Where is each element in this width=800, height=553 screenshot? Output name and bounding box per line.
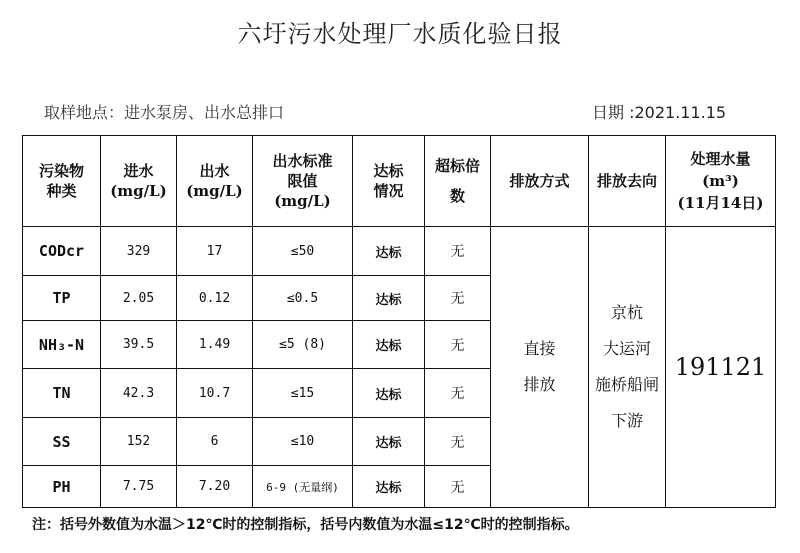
cell-exceed: 无 <box>425 369 491 418</box>
cell-limit: ≤0.5 <box>253 276 353 321</box>
cell-pollutant: NH₃-N <box>23 321 101 369</box>
cell-effluent: 10.7 <box>177 369 253 418</box>
report-title: 六圩污水处理厂水质化验日报 <box>237 20 563 48</box>
cell-pollutant: TP <box>23 276 101 321</box>
cell-limit: ≤50 <box>253 227 353 276</box>
header-influent: 进水 (mg/L) <box>101 136 177 227</box>
footnote: 注：括号外数值为水温＞12℃时的控制指标，括号内数值为水温≤12℃时的控制指标。 <box>32 517 579 533</box>
header-status: 达标 情况 <box>353 136 425 227</box>
cell-pollutant: PH <box>23 466 101 508</box>
treated-volume-cell: 191121 <box>666 227 776 508</box>
cell-exceed: 无 <box>425 418 491 466</box>
cell-status: 达标 <box>353 418 425 466</box>
header-limit: 出水标准 限值 (mg/L) <box>253 136 353 227</box>
cell-status: 达标 <box>353 466 425 508</box>
cell-status: 达标 <box>353 369 425 418</box>
header-discharge-destination: 排放去向 <box>589 136 666 227</box>
table-row <box>23 227 776 276</box>
cell-limit: ≤15 <box>253 369 353 418</box>
cell-influent: 7.75 <box>101 466 177 508</box>
report-date: 日期 :2021.11.15 <box>592 103 727 122</box>
cell-exceed: 无 <box>425 227 491 276</box>
header-pollutant: 污染物 种类 <box>23 136 101 227</box>
discharge-method-cell: 直接 排放 <box>491 227 589 508</box>
cell-influent: 329 <box>101 227 177 276</box>
cell-effluent: 17 <box>177 227 253 276</box>
cell-influent: 152 <box>101 418 177 466</box>
discharge-destination-cell: 京杭 大运河 施桥船闸 下游 <box>589 227 666 508</box>
cell-effluent: 1.49 <box>177 321 253 369</box>
cell-exceed: 无 <box>425 466 491 508</box>
cell-influent: 2.05 <box>101 276 177 321</box>
cell-status: 达标 <box>353 227 425 276</box>
cell-pollutant: TN <box>23 369 101 418</box>
cell-effluent: 0.12 <box>177 276 253 321</box>
sampling-location: 取样地点：进水泵房、出水总排口 <box>44 103 285 122</box>
water-quality-table <box>22 135 776 508</box>
cell-status: 达标 <box>353 276 425 321</box>
cell-exceed: 无 <box>425 276 491 321</box>
header-volume: 处理水量 (m³) (11月14日) <box>666 136 776 227</box>
cell-status: 达标 <box>353 321 425 369</box>
header-effluent: 出水 (mg/L) <box>177 136 253 227</box>
header-exceed: 超标倍 数 <box>425 136 491 227</box>
table-header-row <box>23 136 776 227</box>
cell-pollutant: CODcr <box>23 227 101 276</box>
cell-limit: 6-9 (无量纲) <box>253 466 353 508</box>
cell-influent: 42.3 <box>101 369 177 418</box>
cell-effluent: 6 <box>177 418 253 466</box>
header-discharge-method: 排放方式 <box>491 136 589 227</box>
cell-exceed: 无 <box>425 321 491 369</box>
cell-limit: ≤10 <box>253 418 353 466</box>
cell-pollutant: SS <box>23 418 101 466</box>
cell-limit: ≤5 (8) <box>253 321 353 369</box>
cell-influent: 39.5 <box>101 321 177 369</box>
cell-effluent: 7.20 <box>177 466 253 508</box>
